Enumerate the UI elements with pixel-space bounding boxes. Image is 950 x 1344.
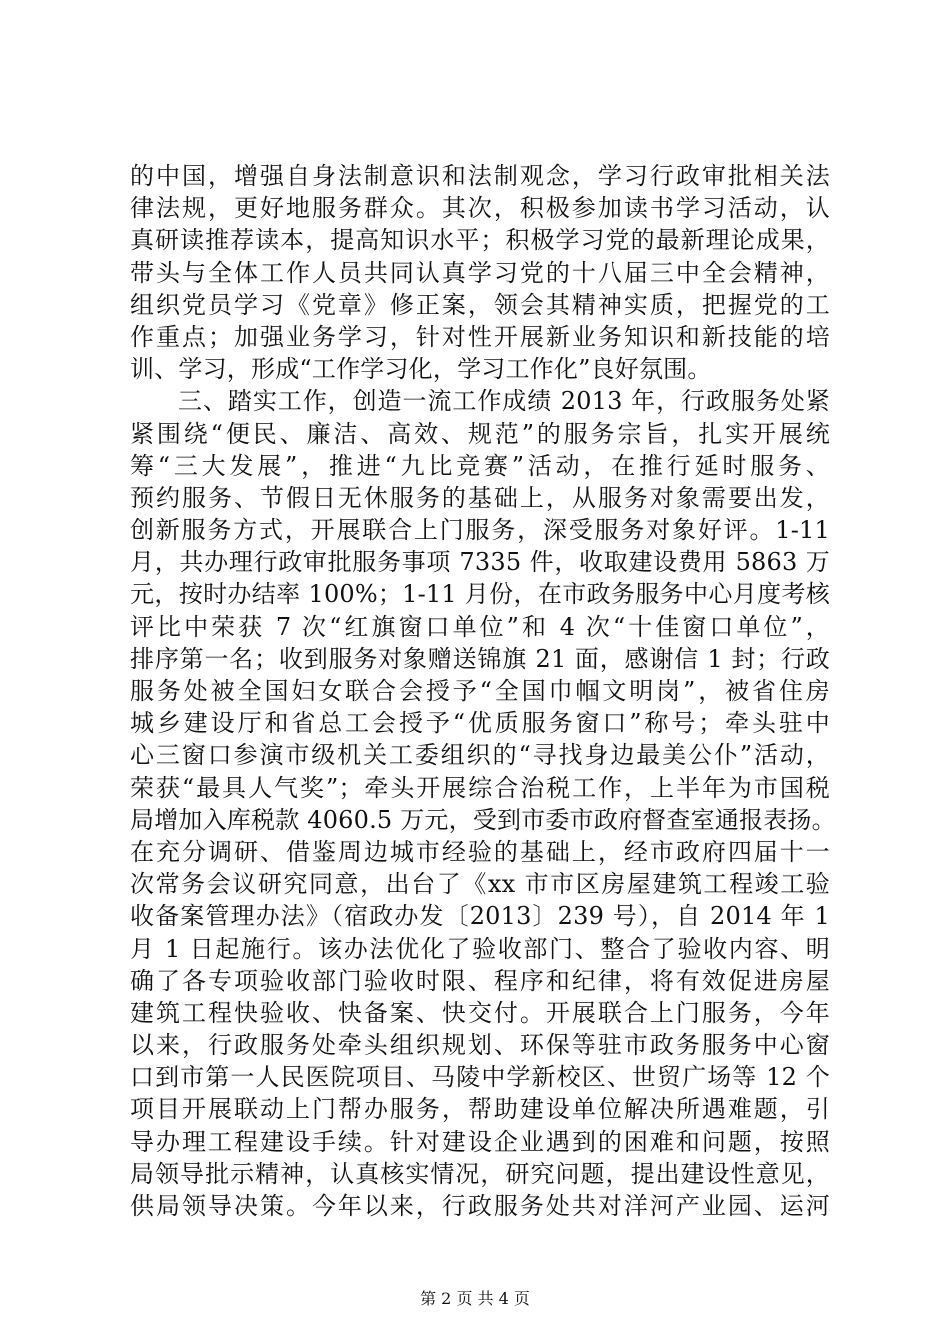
text-line: 训、学习，形成“工作学习化，学习工作化”良好氛围。 <box>130 355 712 384</box>
text-line: 元，按时办结率 100%；1-11 月份，在市政务服务中心月度考核 <box>130 580 830 609</box>
body-text <box>130 160 836 1222</box>
text-line: 带头与全体工作人员共同认真学习党的十八届三中全会精神， <box>130 258 830 287</box>
text-line: 局增加入库税款 4060.5 万元，受到市委市政府督查室通报表扬。 <box>130 805 836 834</box>
text-line: 次常务会议研究同意，出台了《xx 市市区房屋建筑工程竣工验 <box>130 870 830 899</box>
text-line: 创新服务方式，开展联合上门服务，深受服务对象好评。1-11 <box>130 516 830 545</box>
text-line: 导办理工程建设手续。针对建设企业遇到的困难和问题，按照 <box>130 1127 830 1156</box>
text-line: 确了各专项验收部门验收时限、程序和纪律，将有效促进房屋 <box>130 966 830 995</box>
page-number-footer: 第 2 页 共 4 页 <box>420 1289 530 1308</box>
text-line: 服务处被全国妇女联合会授予“全国巾帼文明岗”，被省住房 <box>130 677 830 705</box>
text-line: 荣获“最具人气奖”；牵头开展综合治税工作，上半年为市国税 <box>130 773 830 802</box>
text-line: 在充分调研、借鉴周边城市经验的基础上，经市政府四届十一 <box>130 837 830 866</box>
text-line: 的中国，增强自身法制意识和法制观念，学习行政审批相关法 <box>130 162 830 190</box>
text-line: 月，共办理行政审批服务事项 7335 件，收取建设费用 5863 万 <box>130 548 830 577</box>
text-line: 收备案管理办法》（宿政办发〔2013〕239 号），自 2014 年 1 <box>130 902 830 931</box>
text-line: 月 1 日起施行。该办法优化了验收部门、整合了验收内容、明 <box>130 934 830 963</box>
text-line: 作重点；加强业务学习，针对性开展新业务知识和新技能的培 <box>130 322 830 351</box>
text-line: 项目开展联动上门帮办服务，帮助建设单位解决所遇难题，引 <box>130 1095 830 1124</box>
text-line: 供局领导决策。今年以来，行政服务处共对洋河产业园、运河 <box>130 1192 830 1220</box>
text-line: 评比中荣获 7 次“红旗窗口单位”和 4 次“十佳窗口单位”， <box>130 612 830 641</box>
text-line: 城乡建设厅和省总工会授予“优质服务窗口”称号；牵头驻中 <box>130 709 830 738</box>
text-line: 排序第一名；收到服务对象赠送锦旗 21 面，感谢信 1 封；行政 <box>130 644 830 673</box>
text-line: 紧围绕“便民、廉洁、高效、规范”的服务宗旨，扎实开展统 <box>130 419 830 448</box>
text-line: 预约服务、节假日无休服务的基础上，从服务对象需要出发， <box>130 483 830 512</box>
text-line: 筹“三大发展”，推进“九比竞赛”活动，在推行延时服务、 <box>130 451 830 480</box>
text-line: 局领导批示精神，认真核实情况，研究问题，提出建设性意见， <box>130 1159 830 1188</box>
text-line: 以来，行政服务处牵头组织规划、环保等驻市政务服务中心窗 <box>130 1031 830 1060</box>
text-line: 心三窗口参演市级机关工委组织的“寻找身边最美公仆”活动， <box>130 741 830 770</box>
text-line: 组织党员学习《党章》修正案，领会其精神实质，把握党的工 <box>130 290 830 319</box>
text-line: 建筑工程快验收、快备案、快交付。开展联合上门服务，今年 <box>130 998 830 1027</box>
section-heading-line: 三、踏实工作，创造一流工作成绩 2013 年，行政服务处紧 <box>178 387 830 416</box>
text-line: 口到市第一人民医院项目、马陵中学新校区、世贸广场等 12 个 <box>130 1063 830 1092</box>
text-line: 真研读推荐读本，提高知识水平；积极学习党的最新理论成果， <box>130 226 830 255</box>
text-line: 律法规，更好地服务群众。其次，积极参加读书学习活动，认 <box>130 194 830 223</box>
